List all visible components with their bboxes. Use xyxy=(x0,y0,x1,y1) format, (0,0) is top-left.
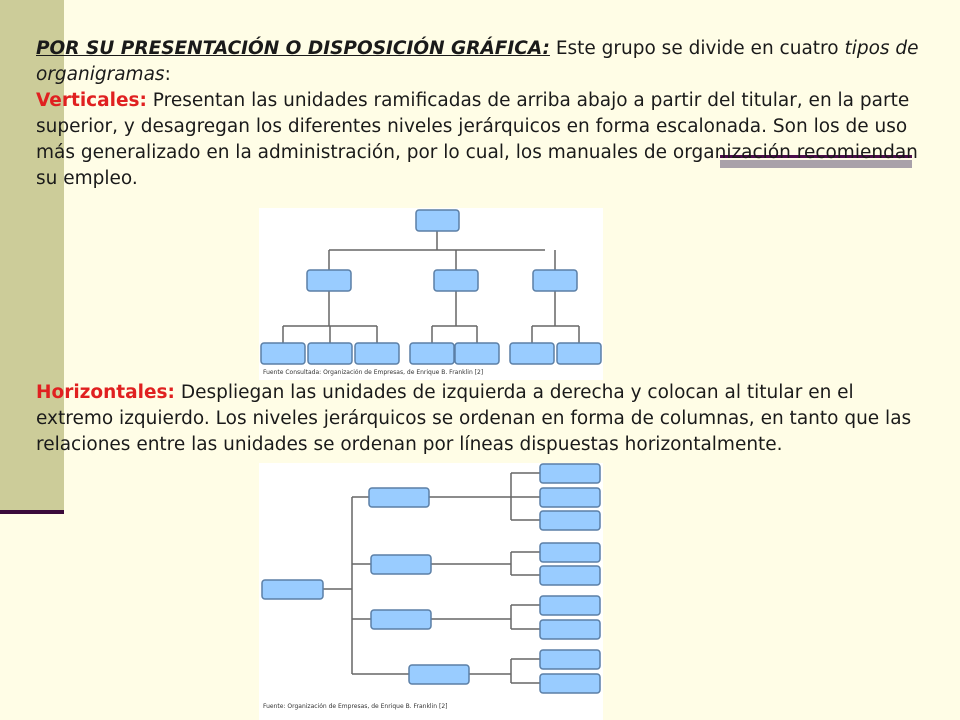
org-box-level3 xyxy=(261,343,305,364)
org-box-leaf xyxy=(540,596,600,615)
org-box-leaf xyxy=(540,650,600,669)
intro-text-b: : xyxy=(164,64,171,85)
org-box-leaf xyxy=(540,511,600,530)
vertical-org-chart xyxy=(259,208,603,380)
org-box-root xyxy=(416,210,459,231)
org-box-level3 xyxy=(308,343,352,364)
org-box-level3 xyxy=(455,343,499,364)
horizontal-label: Horizontales: xyxy=(36,382,175,403)
vertical-org-chart-figure xyxy=(259,208,603,380)
intro-and-vertical-text xyxy=(36,36,936,192)
vertical-label: Verticales: xyxy=(36,90,147,111)
org-box-leaf xyxy=(540,620,600,639)
org-box-level2 xyxy=(371,555,431,574)
org-box-leaf xyxy=(540,674,600,693)
org-box-leaf xyxy=(540,566,600,585)
horizontal-description: Despliegan las unidades de izquierda a derecha y colocan al titular en el extremo izquierdo. Los niveles jerárquicos se ordenan en forma de columnas, en tanto que las relaciones entre las unidades se ordenan por líneas dispuestas horizontalmente. xyxy=(36,382,912,455)
vertical-figure-caption: Fuente Consultada: Organización de Empresas, de Enrique B. Franklin [2] xyxy=(263,369,484,376)
org-box-level3 xyxy=(510,343,554,364)
left-accent-rule xyxy=(0,510,64,514)
org-box-level2 xyxy=(307,270,351,291)
vertical-paragraph xyxy=(36,88,936,192)
horizontal-paragraph xyxy=(36,380,936,458)
org-box-leaf xyxy=(540,543,600,562)
section-heading: POR SU PRESENTACIÓN O DISPOSICIÓN GRÁFICA: xyxy=(36,38,550,59)
org-box-level2 xyxy=(371,610,431,629)
org-box-level2 xyxy=(533,270,577,291)
horizontal-org-chart xyxy=(259,463,603,720)
org-box-level2 xyxy=(369,488,429,507)
intro-text-emphasis: tipos de organigramas xyxy=(36,38,919,85)
org-box-level2 xyxy=(409,665,469,684)
horizontal-text xyxy=(36,380,936,458)
org-box-leaf xyxy=(540,488,600,507)
org-box-level2 xyxy=(434,270,478,291)
org-box-level3 xyxy=(410,343,454,364)
org-box-level3 xyxy=(355,343,399,364)
vertical-description: Presentan las unidades ramificadas de arriba abajo a partir del titular, en la parte superior, y desagregan los diferentes niveles jerárquicos en forma escalonada. Son los de uso más generalizado en la administración, por lo cual, los manuales de organización recomiendan su empleo. xyxy=(36,90,918,189)
horizontal-figure-caption: Fuente: Organización de Empresas, de Enrique B. Franklin [2] xyxy=(263,703,448,710)
horizontal-org-chart-figure xyxy=(259,463,603,720)
org-box-root xyxy=(262,580,323,599)
intro-text-a: Este grupo se divide en cuatro xyxy=(549,38,845,59)
org-box-level3 xyxy=(557,343,601,364)
org-box-leaf xyxy=(540,464,600,483)
intro-paragraph xyxy=(36,36,936,88)
